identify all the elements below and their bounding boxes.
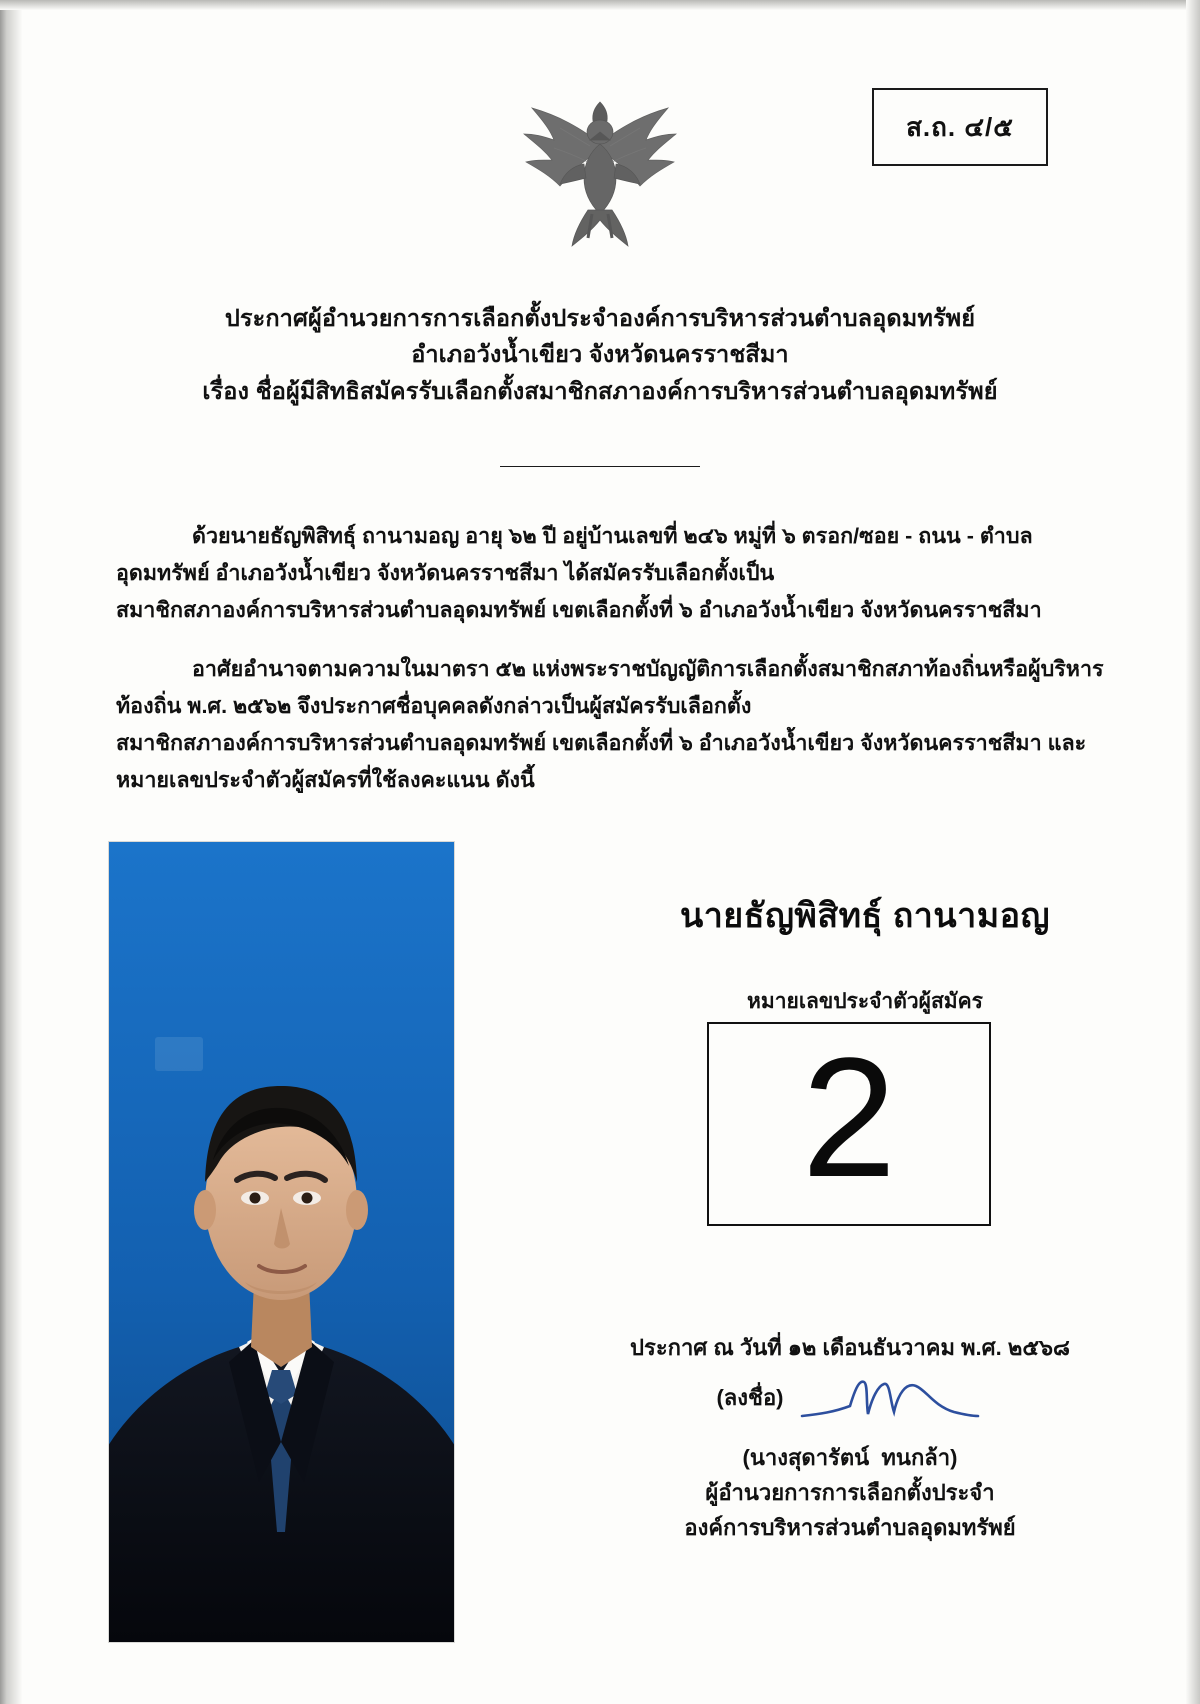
signer-title-line-2: องค์การบริหารส่วนตำบลอุดมทรัพย์: [684, 1515, 1016, 1541]
paragraph-2-line-2: ท้องถิ่น พ.ศ. ๒๕๖๒ จึงประกาศชื่อบุคคลดังกล่าวเป็นผู้สมัครรับเลือกตั้ง: [116, 693, 752, 718]
paragraph-2-line-4: หมายเลขประจำตัวผู้สมัครที่ใช้ลงคะแนน ดังนี้: [116, 767, 535, 792]
candidate-number: 2: [801, 1023, 897, 1213]
scan-edge-right: [1186, 0, 1200, 1704]
document-body: [116, 518, 1104, 821]
candidate-number-box: [707, 1022, 991, 1226]
heading-line-2: อำเภอวังน้ำเขียว จังหวัดนครราชสีมา: [411, 341, 789, 368]
signer-block: [560, 1440, 1140, 1546]
paragraph-2-line-3: สมาชิกสภาองค์การบริหารส่วนตำบลอุดมทรัพย์ เขตเลือกตั้งที่ ๖ อำเภอวังน้ำเขียว จังหวัดนครราชสีมา และ: [116, 730, 1087, 755]
heading-line-3: เรื่อง ชื่อผู้มีสิทธิสมัครรับเลือกตั้งสมาชิกสภาองค์การบริหารส่วนตำบลอุดมทรัพย์: [202, 377, 998, 404]
paragraph-2: [116, 651, 1104, 799]
candidate-photo: [108, 841, 455, 1643]
declaration-date: ประกาศ ณ วันที่ ๑๒ เดือนธันวาคม พ.ศ. ๒๕๖๘: [630, 1335, 1070, 1360]
candidate-number-label: หมายเลขประจำตัวผู้สมัคร: [747, 990, 983, 1013]
paragraph-1-line-1: ด้วยนายธัญพิสิทธุ์ ถานามอญ อายุ ๖๒ ปี อยู่บ้านเลขที่ ๒๔๖ หมู่ที่ ๖ ตรอก/ซอย - ถนน - ตำบล: [192, 524, 1033, 548]
scan-edge-left: [0, 0, 22, 1704]
signature-row: [560, 1372, 1140, 1428]
signature-mark: [794, 1372, 984, 1428]
heading-line-1: ประกาศผู้อำนวยการการเลือกตั้งประจำองค์การบริหารส่วนตำบลอุดมทรัพย์: [224, 305, 976, 331]
candidate-name: นายธัญพิสิทธุ์ ถานามอญ: [679, 897, 1051, 935]
form-code-text: ส.ถ. ๔/๕: [906, 111, 1014, 142]
paragraph-1-line-3: สมาชิกสภาองค์การบริหารส่วนตำบลอุดมทรัพย์ เขตเลือกตั้งที่ ๖ อำเภอวังน้ำเขียว จังหวัดนครราชสีมา: [116, 597, 1042, 622]
signer-title-line-1: ผู้อำนวยการการเลือกตั้งประจำ: [705, 1480, 995, 1506]
divider-rule: [500, 466, 700, 467]
paragraph-2-line-1: อาศัยอำนาจตามความในมาตรา ๕๒ แห่งพระราชบัญญัติการเลือกตั้งสมาชิกสภาท้องถิ่นหรือผู้บริหาร: [192, 656, 1104, 681]
paragraph-1: [116, 518, 1104, 629]
garuda-emblem: [510, 88, 690, 253]
announcement-headings: [0, 300, 1200, 409]
form-code-box: [872, 88, 1048, 166]
signature-label: (ลงชื่อ): [716, 1385, 784, 1410]
paragraph-1-line-2: อุดมทรัพย์ อำเภอวังน้ำเขียว จังหวัดนครราชสีมา ได้สมัครรับเลือกตั้งเป็น: [116, 560, 775, 585]
scan-edge-top: [0, 0, 1200, 10]
signer-name: (นางสุดารัตน์ ทนกล้า): [742, 1445, 958, 1470]
photo-highlight: [155, 1037, 203, 1071]
